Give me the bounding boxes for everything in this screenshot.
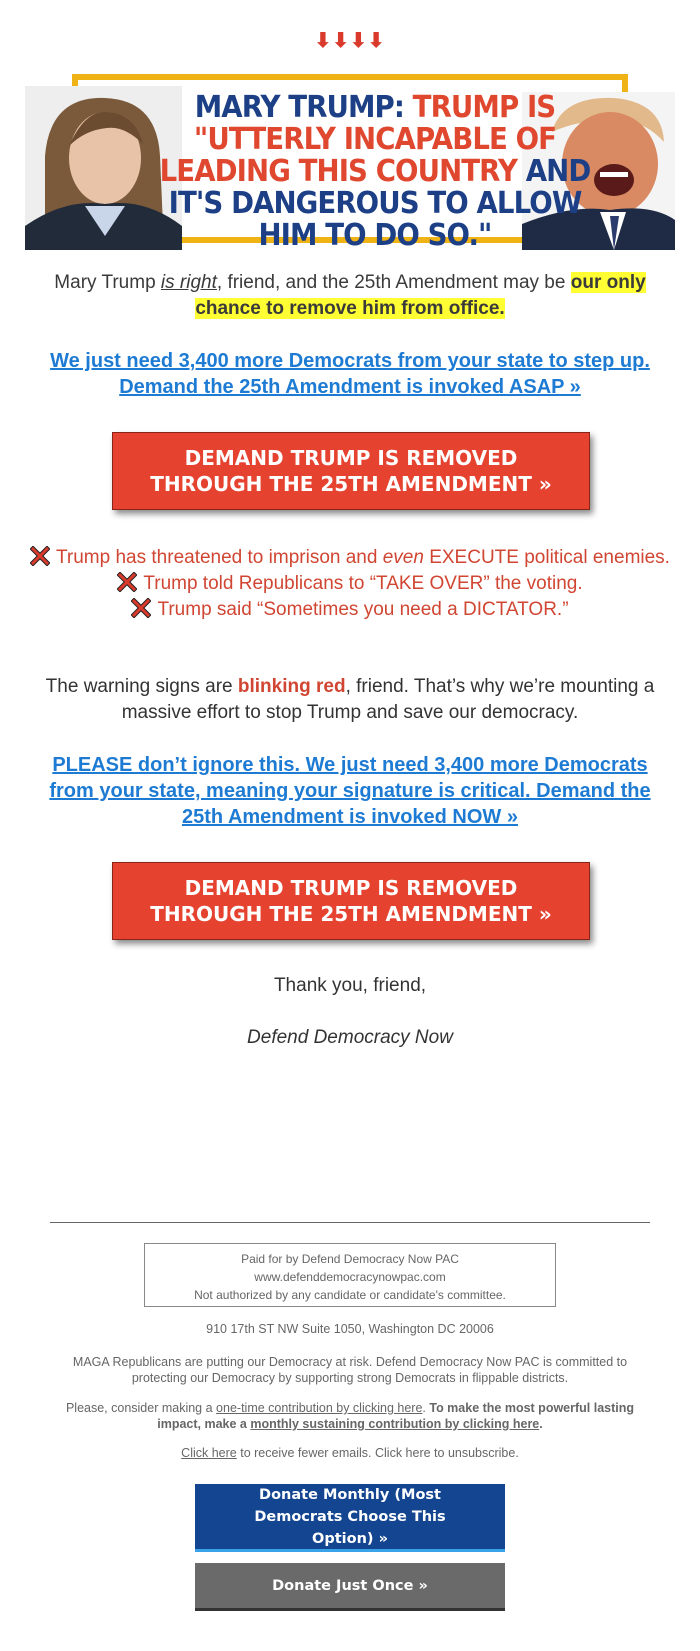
bullet-item: Trump said “Sometimes you need a DICTATOR.”	[28, 597, 672, 623]
signature: Defend Democracy Now	[247, 1027, 453, 1048]
intro-paragraph	[28, 270, 672, 322]
demand-removal-button-2[interactable]	[112, 862, 590, 940]
donate-once-button[interactable]	[195, 1563, 505, 1611]
paid-for-box	[144, 1243, 556, 1307]
bullet-item: Trump told Republicans to “TAKE OVER” the voting.	[28, 571, 672, 597]
headline-quote-red: TRUMP IS "UTTERLY INCAPABLE OF LEADING THIS COUNTRY	[159, 90, 557, 189]
one-time-contribution-link[interactable]: one-time contribution by clicking here	[216, 1401, 423, 1415]
donate-monthly-label: Donate Monthly (Most Democrats Choose This Option) »	[254, 1486, 446, 1547]
fewer-emails-link[interactable]: Click here	[181, 1446, 237, 1460]
intro-text-2: , friend, and the 25th Amendment may be	[216, 272, 571, 293]
bullet-item: Trump has threatened to imprison and even EXECUTE political enemies.	[28, 545, 672, 571]
hero-banner[interactable]	[25, 72, 675, 250]
link-paragraph-2	[28, 752, 672, 830]
demand-removal-button-label: DEMAND TRUMP IS REMOVED THROUGH THE 25TH AMENDMENT »	[150, 876, 552, 926]
paid-for-line: Paid for by Defend Democracy Now PAC	[241, 1252, 459, 1266]
warning-paragraph: The warning signs are blinking red, friend. That’s why we’re mounting a massive effort to stop Trump and save our democracy.	[45, 676, 655, 723]
blinking-red-text: blinking red	[237, 676, 346, 697]
intro-text: Mary Trump	[54, 272, 161, 293]
website-line: www.defenddemocracynowpac.com	[254, 1270, 446, 1284]
headline-prefix: MARY TRUMP:	[194, 90, 413, 125]
mission-statement: MAGA Republicans are putting our Democracy at risk. Defend Democracy Now PAC is committed to protecting our Democracy by supporting strong Democrats in flippable districts.	[72, 1355, 628, 1385]
headline-quote-blue: AND IT'S DANGEROUS TO ALLOW HIM TO DO SO."	[168, 154, 591, 250]
demand-removal-button-1[interactable]	[112, 432, 590, 510]
bullet-list	[28, 545, 672, 623]
demand-link-asap[interactable]: We just need 3,400 more Democrats from your state to step up. Demand the 25th Amendment is invoked ASAP »	[50, 350, 650, 398]
hero-headline	[154, 92, 596, 250]
intro-highlight: our only chance to remove him from office.	[195, 272, 646, 319]
intro-emphasis: is right	[160, 272, 217, 293]
disclaimer-line: Not authorized by any candidate or candidate's committee.	[194, 1288, 506, 1302]
link-paragraph-1	[28, 348, 672, 400]
footer-divider	[50, 1222, 650, 1223]
red-x-icon	[131, 598, 151, 618]
donate-monthly-button[interactable]	[195, 1484, 505, 1552]
donate-once-label: Donate Just Once »	[272, 1577, 428, 1594]
red-x-icon	[117, 572, 137, 592]
contribution-paragraph: Please, consider making a one-time contribution by clicking here. To make the most powerful lasting impact, make a monthly sustaining contribution by clicking here.	[65, 1401, 635, 1431]
thanks-text: Thank you, friend,	[273, 975, 427, 996]
demand-removal-button-label: DEMAND TRUMP IS REMOVED THROUGH THE 25TH AMENDMENT »	[150, 446, 552, 496]
red-x-icon	[30, 546, 50, 566]
down-arrows-icon: ⬇⬇⬇⬇	[314, 30, 386, 52]
monthly-contribution-link[interactable]: monthly sustaining contribution by clicking here	[250, 1417, 540, 1431]
fewer-emails-line: Click here to receive fewer emails. Click here to unsubscribe.	[181, 1446, 519, 1460]
mailing-address: 910 17th ST NW Suite 1050, Washington DC 20006	[206, 1322, 494, 1336]
demand-link-now[interactable]: PLEASE don’t ignore this. We just need 3,400 more Democrats from your state, meaning your signature is critical. Demand the 25th Amendment is invoked NOW »	[49, 754, 651, 828]
